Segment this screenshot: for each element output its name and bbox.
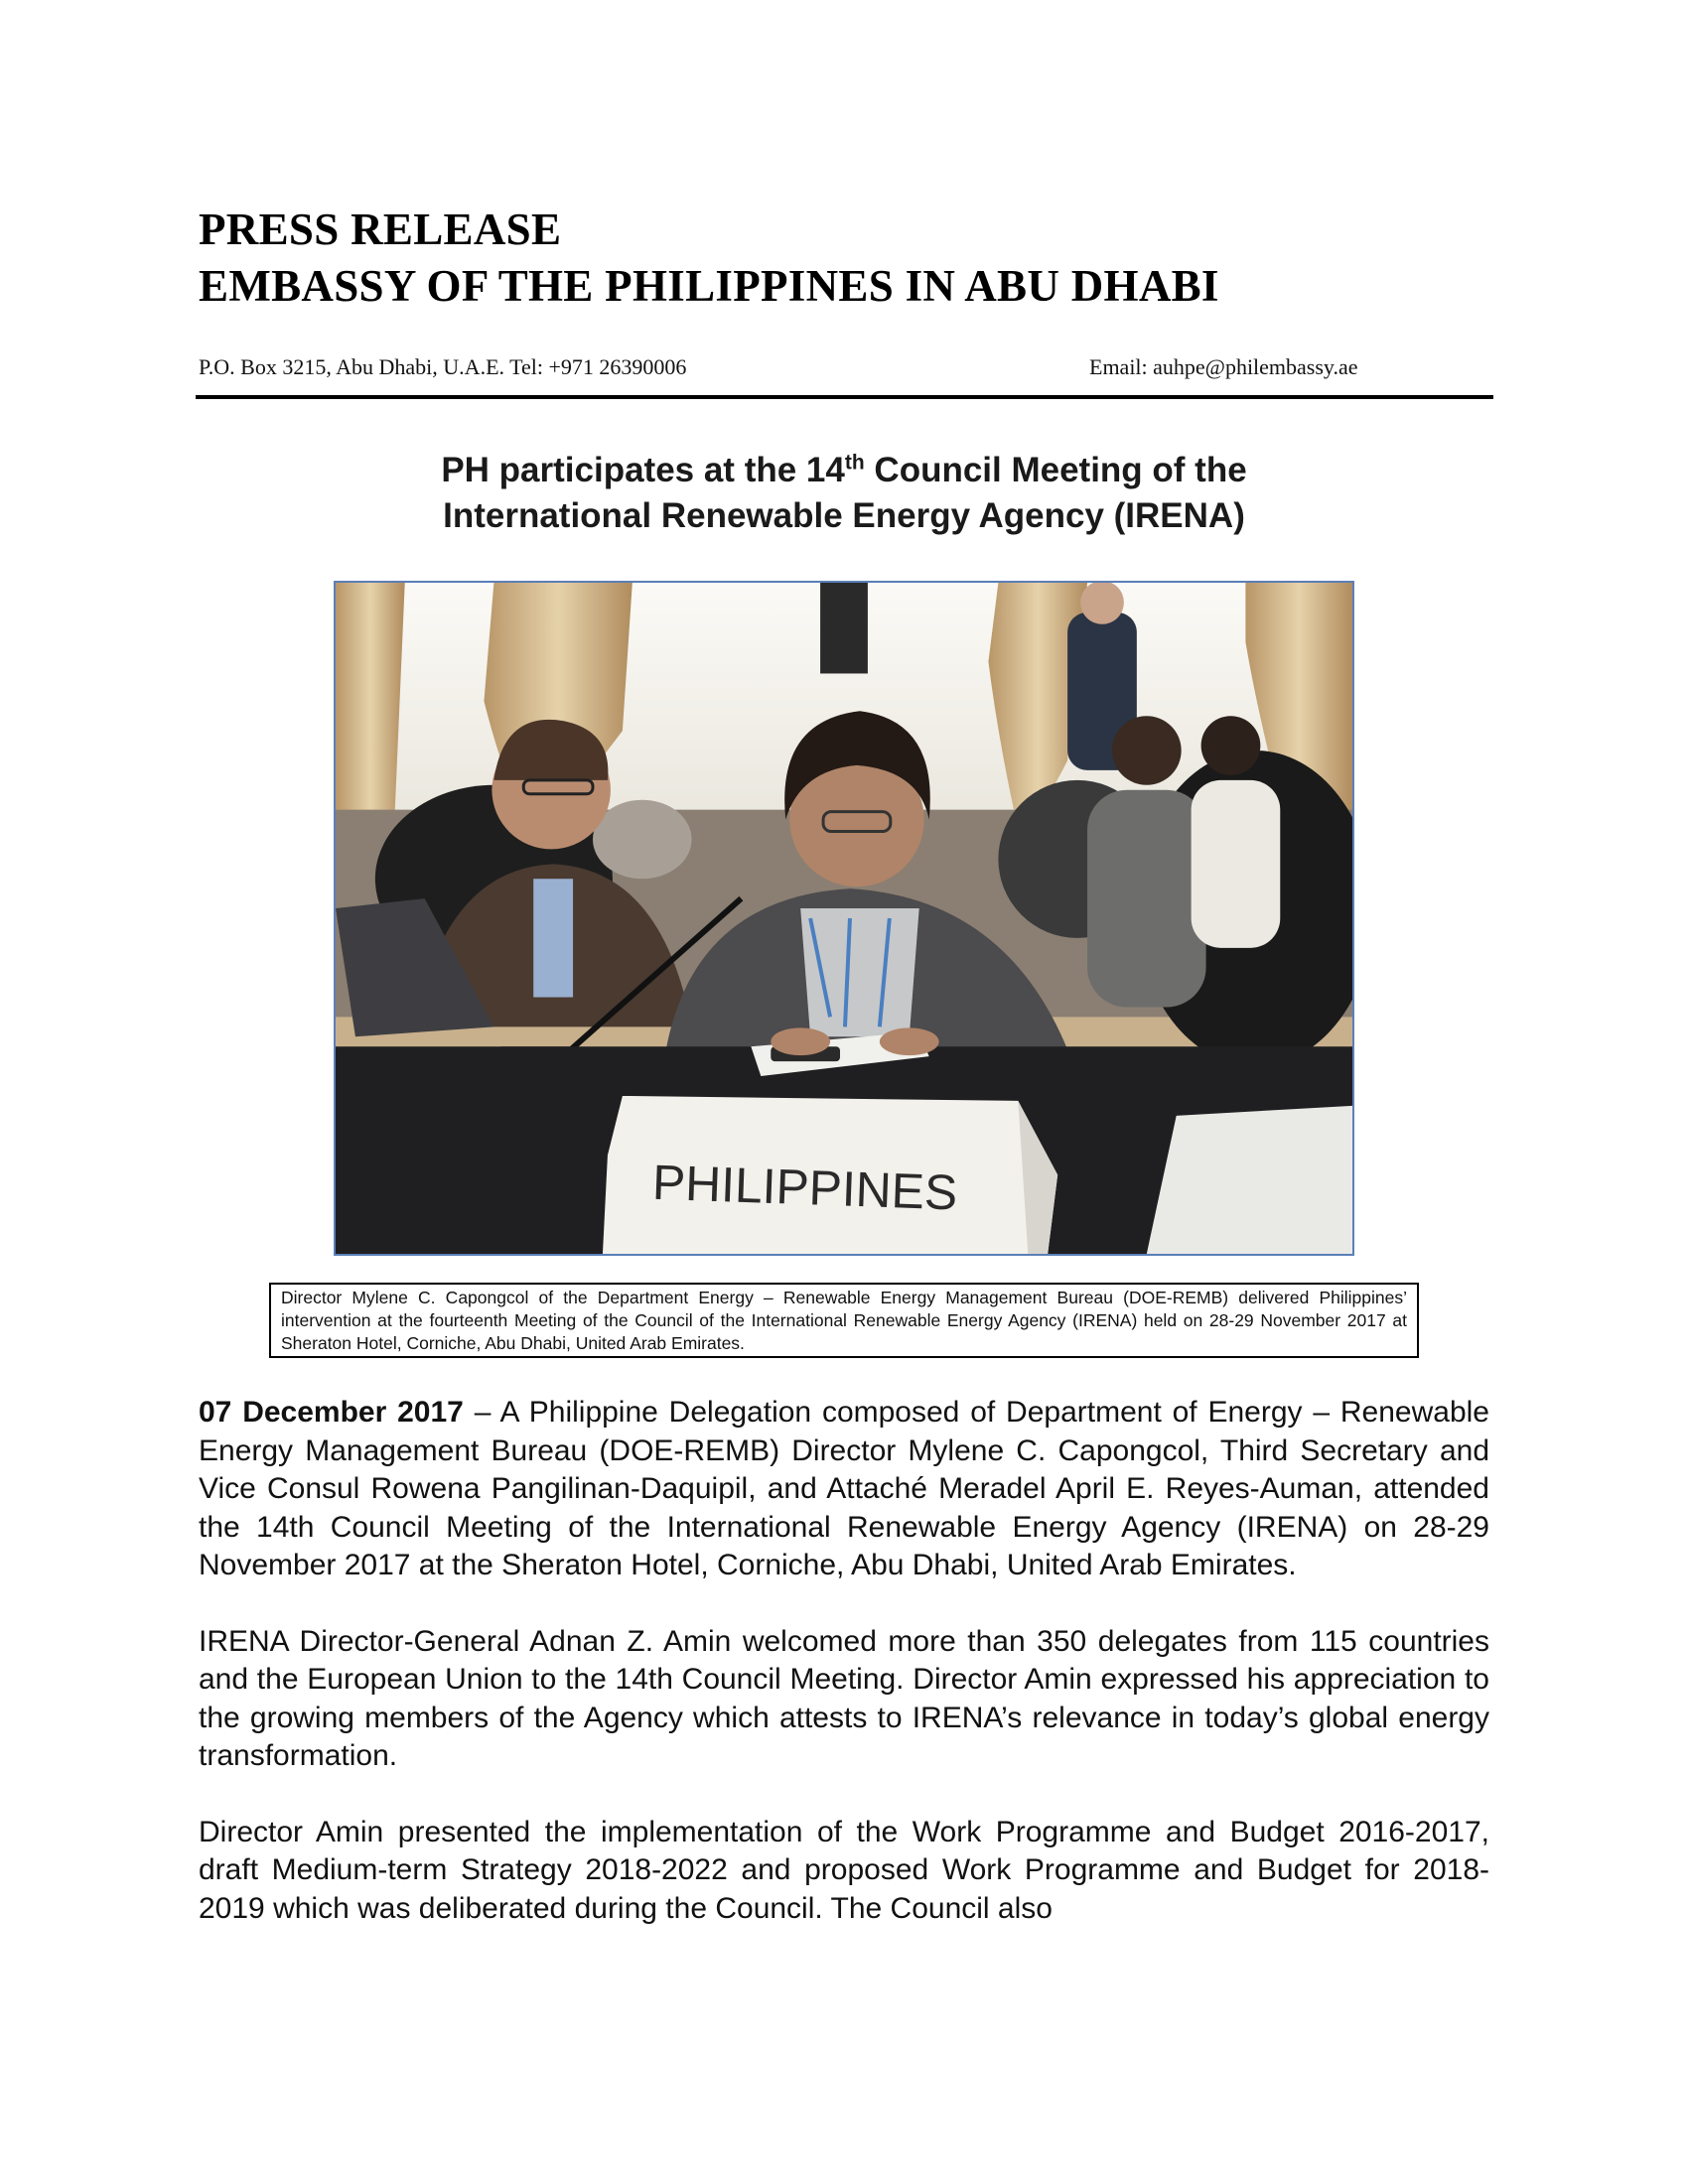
paragraph-1 xyxy=(199,1394,1489,1585)
paragraph-3: Director Amin presented the implementation of the Work Programme and Budget 2016-2017, draft Medium-term Strategy 2018-2022 and proposed Work Programme and Budget for 2018-2019 which was deliberated during the Council. The Council also xyxy=(199,1815,1489,1925)
letterhead xyxy=(199,202,1494,315)
embassy-name: EMBASSY OF THE PHILIPPINES IN ABU DHABI xyxy=(199,261,1219,311)
meeting-photo-illustration xyxy=(336,583,1352,1254)
contact-line xyxy=(199,354,1430,384)
paragraph-2: IRENA Director-General Adnan Z. Amin welcomed more than 350 delegates from 115 countries and the European Union to the 14th Council Meeting. Director Amin expressed his appreciation to the growing members of the Agency which attests to IRENA’s relevance in today’s global energy transformation. xyxy=(199,1624,1489,1772)
placard-label: PHILIPPINES xyxy=(651,1154,959,1221)
address-phone: P.O. Box 3215, Abu Dhabi, U.A.E. Tel: +971 26390006 xyxy=(199,354,687,379)
article-headline xyxy=(298,448,1390,539)
header-divider xyxy=(196,395,1493,399)
release-date: 07 December 2017 xyxy=(199,1396,464,1429)
document-type-title: PRESS RELEASE xyxy=(199,205,562,254)
photo-caption: Director Mylene C. Capongcol of the Department Energy – Renewable Energy Management Bureau (DOE-REMB) delivered Philippines’ intervention at the fourteenth Meeting of the Council of the International Renewable Energy Agency (IRENA) held on 28-29 November 2017 at Sheraton Hotel, Corniche, Abu Dhabi, United Arab Emirates. xyxy=(269,1283,1419,1358)
headline-line-2: International Renewable Energy Agency (IRENA) xyxy=(443,496,1245,535)
paragraph-1-text: – A Philippine Delegation composed of Department of Energy – Renewable Energy Management Bureau (DOE-REMB) Director Mylene C. Capongcol, Third Secretary and Vice Consul Rowena Pangilinan-Daquipil, and Attaché Meradel April E. Reyes-Auman, attended the 14th Council Meeting of the International Renewable Energy Agency (IRENA) on 28-29 November 2017 at the Sheraton Hotel, Corniche, Abu Dhabi, United Arab Emirates. xyxy=(199,1396,1489,1581)
email-address: Email: auhpe@philembassy.ae xyxy=(1089,354,1358,379)
headline-line-1 xyxy=(298,448,1390,493)
headline-line-1-start: PH participates at the 14 xyxy=(441,451,845,489)
headline-line-1-end: Council Meeting of the xyxy=(864,451,1247,489)
article-body xyxy=(199,1394,1489,1966)
meeting-photo xyxy=(334,581,1354,1256)
headline-ordinal-suffix: th xyxy=(844,451,865,475)
